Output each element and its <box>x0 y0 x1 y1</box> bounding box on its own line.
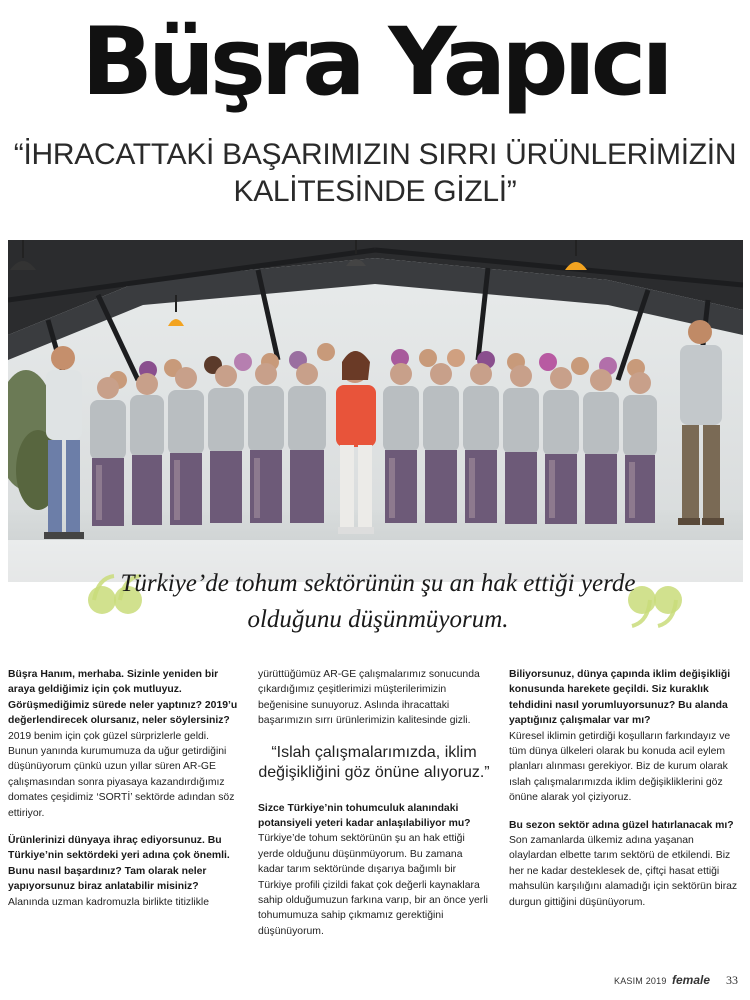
answer-1: 2019 benim için çok güzel sürprizlerle geldi. Bunun yanında kurumumuza da uğur getirdiğini düşünüyorum çünkü uzun yıllar süren AR-GE çalışmasından sonra piyasaya kazandırdığımız domates çeşidimiz ‘SORTİ’ sektörde adından söz ettiriyor. <box>8 730 235 819</box>
page-footer <box>614 973 744 991</box>
pull-quote <box>88 566 668 638</box>
subtitle-line-1: “İHRACATTAKİ BAŞARIMIZIN SIRRI ÜRÜNLERİMİZİN <box>13 138 737 171</box>
answer-4: Küresel iklimin getirdiği koşulların farkındayız ve tüm dünya ülkeleri olarak bu konuda acil eylem planları alınması gerekiyor. Biz de kurum olarak ıslah çalışmalarımızda iklim değişikliklerini göz önüne alarak yol çiziyoruz. <box>509 730 731 804</box>
question-3: Sizce Türkiye’nin tohumculuk alanındaki potansiyeli yeteri kadar anlaşılabiliyor mu? <box>258 802 471 830</box>
answer-2-continued: yürüttüğümüz AR-GE çalışmalarımız sonucunda çıkardığımız çeşitlerimizi müşterilerimizin beğenisine sunuyoruz. Aslında ihracattaki başarımızın sırrı ürünlerimizin kalitesinde gizli. <box>258 669 480 727</box>
pull-quote-line-1: Türkiye’de tohum sektörünün şu an hak ettiği yerde <box>120 570 636 597</box>
article-title: Büşra Yapıcı <box>81 8 669 117</box>
magazine-logo: female <box>672 973 711 987</box>
inner-quote: “Islah çalışmalarımızda, iklim değişikliğini göz önüne alıyoruz.” <box>258 743 490 781</box>
team-photo-illustration <box>8 240 743 582</box>
team-photo <box>8 240 743 582</box>
text-column-1 <box>8 667 240 916</box>
page-number: 33 <box>726 973 738 987</box>
question-2: Ürünlerinizi dünyaya ihraç ediyorsunuz. Bu Türkiye’nin sektördeki yeri adına çok önemli. Bunu nasıl başardınız? Tam olarak neler yapıyorsunuz biraz anlatabilir misiniz? <box>8 835 230 893</box>
answer-2: Alanında uzman kadromuzla birlikte titizlikle <box>8 896 209 908</box>
pull-quote-line-2: olduğunu düşünmüyorum. <box>247 606 509 633</box>
text-column-3 <box>509 667 741 916</box>
question-1: Büşra Hanım, merhaba. Sizinle yeniden bir araya geldiğimiz için çok mutluyuz. Görüşmediğimiz sürede neler yaptınız? 2019’u değerlendirecek olursanız, neler söylersiniz? <box>8 669 238 727</box>
issue-date: KASIM 2019 <box>614 976 667 986</box>
answer-5: Son zamanlarda ülkemiz adına yaşanan olaylardan elbette tarım sektörü de etkilendi. Biz her ne kadar desteklesek de, çiftçi hasat ettiği mahsulün karşılığını alamadığı için sektörün biraz durgun gittiğini düşünüyorum. <box>509 835 738 908</box>
answer-3: Türkiye’de tohum sektörünün şu an hak ettiği yerde olduğunu düşünmüyorum. Bu zamana kadar tarım sektöründe dışarıya bağımlı bir Türkiye profili çizildi fakat çok değerli kaynaklara sahip olduğumuzun farkına varıp, bir an önce yerli tohumumuza sahip çıkmamız gerektiğini düşünüyorum. <box>258 833 488 937</box>
question-4: Biliyorsunuz, dünya çapında iklim değişikliği konusunda harekete geçildi. Siz kuraklık tehdidini nasıl yorumluyorsunuz? Bu alanda yaptığınız çalışmalar var mı? <box>509 669 731 727</box>
question-5: Bu sezon sektör adına güzel hatırlanacak mı? <box>509 819 734 831</box>
text-column-2 <box>258 667 490 945</box>
subtitle-line-2: KALİTESİNDE GİZLİ” <box>233 175 517 208</box>
article-subtitle <box>0 136 750 210</box>
